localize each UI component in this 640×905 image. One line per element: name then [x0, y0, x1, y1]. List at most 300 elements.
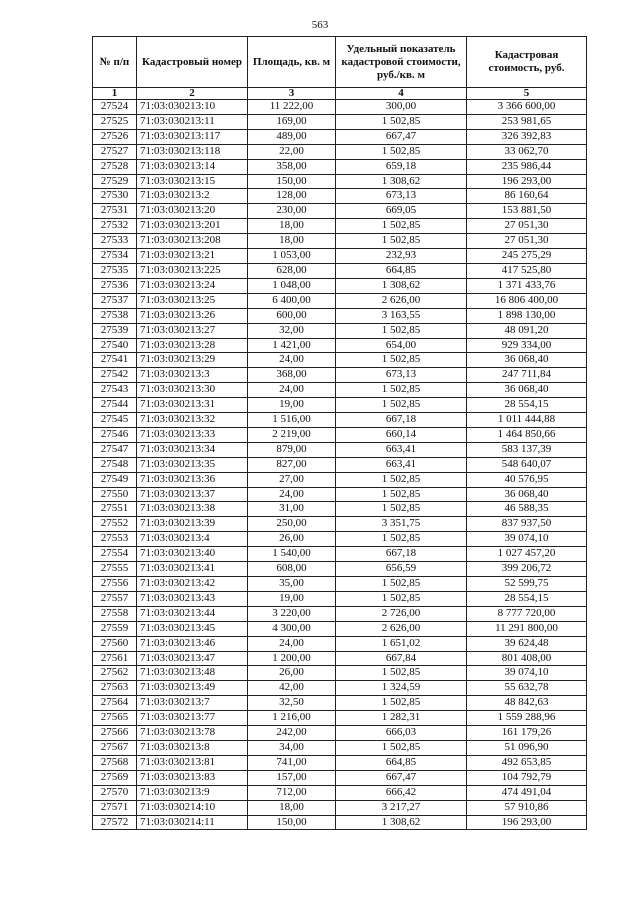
specific-value-cell: 654,00 [336, 338, 467, 353]
table-row [93, 517, 587, 532]
table-row [93, 547, 587, 562]
cadastral-value-cell: 48 091,20 [467, 323, 587, 338]
specific-value-cell: 3 163,55 [336, 308, 467, 323]
cadastral-value-cell: 48 842,63 [467, 696, 587, 711]
table-row [93, 487, 587, 502]
cadastral-value-cell: 1 464 850,66 [467, 427, 587, 442]
cadastral-value-cell: 36 068,40 [467, 353, 587, 368]
specific-value-cell: 1 651,02 [336, 636, 467, 651]
row-number-cell: 27539 [93, 323, 137, 338]
table-row [93, 413, 587, 428]
row-number-cell: 27525 [93, 114, 137, 129]
table-row [93, 532, 587, 547]
specific-value-cell: 664,85 [336, 263, 467, 278]
specific-value-cell: 1 308,62 [336, 815, 467, 830]
area-cell: 3 220,00 [248, 606, 336, 621]
cadastral-value-cell: 39 074,10 [467, 532, 587, 547]
area-cell: 242,00 [248, 726, 336, 741]
table-row [93, 368, 587, 383]
row-number-cell: 27528 [93, 159, 137, 174]
cadastral-value-cell: 36 068,40 [467, 383, 587, 398]
row-number-cell: 27530 [93, 189, 137, 204]
specific-value-cell: 673,13 [336, 189, 467, 204]
table-row [93, 696, 587, 711]
table-row [93, 636, 587, 651]
cadastral-value-cell: 801 408,00 [467, 651, 587, 666]
specific-value-cell: 667,84 [336, 651, 467, 666]
table-row [93, 562, 587, 577]
cadastral-number-cell: 71:03:030213:29 [137, 353, 248, 368]
cadastral-value-cell: 27 051,30 [467, 234, 587, 249]
cadastral-value-cell: 548 640,07 [467, 457, 587, 472]
area-cell: 4 300,00 [248, 621, 336, 636]
cadastral-value-cell: 3 366 600,00 [467, 100, 587, 115]
cadastral-value-cell: 474 491,04 [467, 785, 587, 800]
table-row [93, 651, 587, 666]
area-cell: 157,00 [248, 770, 336, 785]
cadastral-value-cell: 1 371 433,76 [467, 278, 587, 293]
table-row [93, 353, 587, 368]
specific-value-cell: 667,47 [336, 770, 467, 785]
cadastral-number-cell: 71:03:030213:20 [137, 204, 248, 219]
area-cell: 827,00 [248, 457, 336, 472]
area-cell: 1 516,00 [248, 413, 336, 428]
header-row-number: № п/п [93, 37, 137, 88]
area-cell: 1 048,00 [248, 278, 336, 293]
cadastral-value-cell: 837 937,50 [467, 517, 587, 532]
specific-value-cell: 2 726,00 [336, 606, 467, 621]
cadastral-value-cell: 86 160,64 [467, 189, 587, 204]
cadastral-value-cell: 326 392,83 [467, 129, 587, 144]
area-cell: 42,00 [248, 681, 336, 696]
area-cell: 712,00 [248, 785, 336, 800]
cadastral-number-cell: 71:03:030213:37 [137, 487, 248, 502]
table-row [93, 681, 587, 696]
cadastral-number-cell: 71:03:030213:45 [137, 621, 248, 636]
table-row [93, 323, 587, 338]
area-cell: 24,00 [248, 383, 336, 398]
cadastral-value-cell: 52 599,75 [467, 577, 587, 592]
table-row [93, 219, 587, 234]
table-row [93, 129, 587, 144]
specific-value-cell: 660,14 [336, 427, 467, 442]
row-number-cell: 27555 [93, 562, 137, 577]
specific-value-cell: 1 502,85 [336, 740, 467, 755]
specific-value-cell: 1 502,85 [336, 353, 467, 368]
cadastral-value-cell: 28 554,15 [467, 398, 587, 413]
cadastral-value-cell: 11 291 800,00 [467, 621, 587, 636]
table-row [93, 159, 587, 174]
specific-value-cell: 667,47 [336, 129, 467, 144]
row-number-cell: 27545 [93, 413, 137, 428]
specific-value-cell: 1 502,85 [336, 472, 467, 487]
table-row [93, 577, 587, 592]
area-cell: 32,00 [248, 323, 336, 338]
cadastral-number-cell: 71:03:030213:24 [137, 278, 248, 293]
row-number-cell: 27536 [93, 278, 137, 293]
row-number-cell: 27548 [93, 457, 137, 472]
cadastral-number-cell: 71:03:030213:46 [137, 636, 248, 651]
table-row [93, 144, 587, 159]
cadastral-value-cell: 247 711,84 [467, 368, 587, 383]
cadastral-value-cell: 583 137,39 [467, 442, 587, 457]
cadastral-number-cell: 71:03:030213:7 [137, 696, 248, 711]
table-row [93, 800, 587, 815]
cadastral-value-cell: 40 576,95 [467, 472, 587, 487]
specific-value-cell: 1 502,85 [336, 398, 467, 413]
specific-value-cell: 1 502,85 [336, 591, 467, 606]
table-row [93, 338, 587, 353]
cadastral-value-cell: 929 334,00 [467, 338, 587, 353]
cadastral-value-cell: 153 881,50 [467, 204, 587, 219]
cadastral-value-cell: 36 068,40 [467, 487, 587, 502]
cadastral-value-cell: 33 062,70 [467, 144, 587, 159]
cadastral-number-cell: 71:03:030213:49 [137, 681, 248, 696]
specific-value-cell: 1 502,85 [336, 114, 467, 129]
area-cell: 24,00 [248, 636, 336, 651]
row-number-cell: 27531 [93, 204, 137, 219]
area-cell: 150,00 [248, 174, 336, 189]
cadastral-number-cell: 71:03:030213:47 [137, 651, 248, 666]
row-number-cell: 27538 [93, 308, 137, 323]
cadastral-number-cell: 71:03:030213:40 [137, 547, 248, 562]
row-number-cell: 27540 [93, 338, 137, 353]
cadastral-number-cell: 71:03:030213:78 [137, 726, 248, 741]
specific-value-cell: 1 502,85 [336, 219, 467, 234]
table-row [93, 383, 587, 398]
area-cell: 31,00 [248, 502, 336, 517]
area-cell: 1 540,00 [248, 547, 336, 562]
row-number-cell: 27553 [93, 532, 137, 547]
cadastral-value-cell: 196 293,00 [467, 174, 587, 189]
row-number-cell: 27565 [93, 711, 137, 726]
table-row [93, 606, 587, 621]
row-number-cell: 27561 [93, 651, 137, 666]
column-number: 2 [137, 88, 248, 100]
table-row [93, 621, 587, 636]
cadastral-number-cell: 71:03:030213:33 [137, 427, 248, 442]
area-cell: 368,00 [248, 368, 336, 383]
cadastral-number-cell: 71:03:030213:42 [137, 577, 248, 592]
cadastral-number-cell: 71:03:030213:44 [137, 606, 248, 621]
table-row [93, 278, 587, 293]
specific-value-cell: 1 502,85 [336, 487, 467, 502]
cadastral-number-cell: 71:03:030213:27 [137, 323, 248, 338]
column-number: 5 [467, 88, 587, 100]
cadastral-number-cell: 71:03:030213:83 [137, 770, 248, 785]
cadastral-number-cell: 71:03:030213:2 [137, 189, 248, 204]
specific-value-cell: 232,93 [336, 249, 467, 264]
header-area: Площадь, кв. м [248, 37, 336, 88]
cadastral-value-cell: 245 275,29 [467, 249, 587, 264]
area-cell: 150,00 [248, 815, 336, 830]
row-number-cell: 27554 [93, 547, 137, 562]
area-cell: 489,00 [248, 129, 336, 144]
area-cell: 18,00 [248, 219, 336, 234]
area-cell: 26,00 [248, 532, 336, 547]
area-cell: 608,00 [248, 562, 336, 577]
area-cell: 35,00 [248, 577, 336, 592]
cadastral-value-cell: 104 792,79 [467, 770, 587, 785]
area-cell: 1 200,00 [248, 651, 336, 666]
area-cell: 18,00 [248, 800, 336, 815]
area-cell: 26,00 [248, 666, 336, 681]
table-row [93, 308, 587, 323]
area-cell: 24,00 [248, 487, 336, 502]
specific-value-cell: 3 217,27 [336, 800, 467, 815]
area-cell: 24,00 [248, 353, 336, 368]
cadastral-value-cell: 1 011 444,88 [467, 413, 587, 428]
row-number-cell: 27558 [93, 606, 137, 621]
table-row [93, 472, 587, 487]
cadastral-value-table [92, 36, 587, 830]
row-number-cell: 27541 [93, 353, 137, 368]
specific-value-cell: 1 502,85 [336, 696, 467, 711]
row-number-cell: 27564 [93, 696, 137, 711]
cadastral-number-cell: 71:03:030213:225 [137, 263, 248, 278]
specific-value-cell: 1 324,59 [336, 681, 467, 696]
table-row [93, 189, 587, 204]
row-number-cell: 27532 [93, 219, 137, 234]
cadastral-number-cell: 71:03:030213:48 [137, 666, 248, 681]
specific-value-cell: 2 626,00 [336, 621, 467, 636]
column-number-row [93, 88, 587, 100]
cadastral-number-cell: 71:03:030213:35 [137, 457, 248, 472]
table-row [93, 457, 587, 472]
specific-value-cell: 300,00 [336, 100, 467, 115]
row-number-cell: 27563 [93, 681, 137, 696]
header-cadastral-value: Кадастровая стоимость, руб. [467, 37, 587, 88]
area-cell: 27,00 [248, 472, 336, 487]
cadastral-number-cell: 71:03:030213:32 [137, 413, 248, 428]
header-specific-value: Удельный показатель кадастровой стоимости, руб./кв. м [336, 37, 467, 88]
specific-value-cell: 1 502,85 [336, 323, 467, 338]
specific-value-cell: 1 502,85 [336, 144, 467, 159]
specific-value-cell: 3 351,75 [336, 517, 467, 532]
area-cell: 358,00 [248, 159, 336, 174]
table-row [93, 174, 587, 189]
specific-value-cell: 1 502,85 [336, 502, 467, 517]
cadastral-value-cell: 399 206,72 [467, 562, 587, 577]
table-row [93, 100, 587, 115]
specific-value-cell: 656,59 [336, 562, 467, 577]
table-row [93, 740, 587, 755]
cadastral-number-cell: 71:03:030213:25 [137, 293, 248, 308]
row-number-cell: 27570 [93, 785, 137, 800]
cadastral-value-cell: 492 653,85 [467, 755, 587, 770]
area-cell: 18,00 [248, 234, 336, 249]
cadastral-value-cell: 235 986,44 [467, 159, 587, 174]
row-number-cell: 27560 [93, 636, 137, 651]
cadastral-number-cell: 71:03:030213:77 [137, 711, 248, 726]
cadastral-value-cell: 1 559 288,96 [467, 711, 587, 726]
cadastral-value-cell: 1 027 457,20 [467, 547, 587, 562]
row-number-cell: 27556 [93, 577, 137, 592]
cadastral-number-cell: 71:03:030213:43 [137, 591, 248, 606]
cadastral-number-cell: 71:03:030213:15 [137, 174, 248, 189]
table-row [93, 726, 587, 741]
specific-value-cell: 666,03 [336, 726, 467, 741]
row-number-cell: 27542 [93, 368, 137, 383]
specific-value-cell: 667,18 [336, 413, 467, 428]
specific-value-cell: 666,42 [336, 785, 467, 800]
row-number-cell: 27571 [93, 800, 137, 815]
cadastral-number-cell: 71:03:030213:28 [137, 338, 248, 353]
specific-value-cell: 663,41 [336, 457, 467, 472]
row-number-cell: 27567 [93, 740, 137, 755]
column-number: 3 [248, 88, 336, 100]
area-cell: 879,00 [248, 442, 336, 457]
cadastral-number-cell: 71:03:030213:81 [137, 755, 248, 770]
cadastral-number-cell: 71:03:030213:31 [137, 398, 248, 413]
cadastral-number-cell: 71:03:030213:36 [137, 472, 248, 487]
specific-value-cell: 2 626,00 [336, 293, 467, 308]
cadastral-number-cell: 71:03:030213:14 [137, 159, 248, 174]
table-row [93, 114, 587, 129]
row-number-cell: 27535 [93, 263, 137, 278]
table-row [93, 234, 587, 249]
area-cell: 1 216,00 [248, 711, 336, 726]
cadastral-value-cell: 16 806 400,00 [467, 293, 587, 308]
table-row [93, 249, 587, 264]
row-number-cell: 27549 [93, 472, 137, 487]
page-number: 563 [311, 19, 329, 31]
row-number-cell: 27543 [93, 383, 137, 398]
cadastral-value-cell: 57 910,86 [467, 800, 587, 815]
specific-value-cell: 667,18 [336, 547, 467, 562]
table-row [93, 263, 587, 278]
cadastral-number-cell: 71:03:030213:208 [137, 234, 248, 249]
cadastral-number-cell: 71:03:030213:9 [137, 785, 248, 800]
area-cell: 1 421,00 [248, 338, 336, 353]
cadastral-value-cell: 161 179,26 [467, 726, 587, 741]
specific-value-cell: 1 308,62 [336, 278, 467, 293]
cadastral-number-cell: 71:03:030213:39 [137, 517, 248, 532]
area-cell: 230,00 [248, 204, 336, 219]
cadastral-number-cell: 71:03:030214:11 [137, 815, 248, 830]
area-cell: 6 400,00 [248, 293, 336, 308]
row-number-cell: 27562 [93, 666, 137, 681]
specific-value-cell: 669,05 [336, 204, 467, 219]
cadastral-number-cell: 71:03:030213:3 [137, 368, 248, 383]
table-row [93, 755, 587, 770]
specific-value-cell: 1 282,31 [336, 711, 467, 726]
row-number-cell: 27572 [93, 815, 137, 830]
cadastral-number-cell: 71:03:030213:201 [137, 219, 248, 234]
specific-value-cell: 664,85 [336, 755, 467, 770]
cadastral-number-cell: 71:03:030213:38 [137, 502, 248, 517]
column-number: 1 [93, 88, 137, 100]
table-row [93, 204, 587, 219]
cadastral-value-cell: 51 096,90 [467, 740, 587, 755]
table-row [93, 427, 587, 442]
table-row [93, 293, 587, 308]
table-row [93, 442, 587, 457]
cadastral-number-cell: 71:03:030214:10 [137, 800, 248, 815]
cadastral-value-cell: 46 588,35 [467, 502, 587, 517]
row-number-cell: 27529 [93, 174, 137, 189]
row-number-cell: 27568 [93, 755, 137, 770]
area-cell: 2 219,00 [248, 427, 336, 442]
cadastral-number-cell: 71:03:030213:4 [137, 532, 248, 547]
cadastral-value-cell: 39 074,10 [467, 666, 587, 681]
row-number-cell: 27524 [93, 100, 137, 115]
row-number-cell: 27559 [93, 621, 137, 636]
table-body [93, 100, 587, 830]
specific-value-cell: 673,13 [336, 368, 467, 383]
area-cell: 250,00 [248, 517, 336, 532]
area-cell: 22,00 [248, 144, 336, 159]
table-header-row [93, 37, 587, 88]
area-cell: 128,00 [248, 189, 336, 204]
row-number-cell: 27526 [93, 129, 137, 144]
area-cell: 19,00 [248, 398, 336, 413]
row-number-cell: 27534 [93, 249, 137, 264]
column-number: 4 [336, 88, 467, 100]
area-cell: 11 222,00 [248, 100, 336, 115]
cadastral-number-cell: 71:03:030213:21 [137, 249, 248, 264]
specific-value-cell: 663,41 [336, 442, 467, 457]
cadastral-value-cell: 55 632,78 [467, 681, 587, 696]
cadastral-value-cell: 196 293,00 [467, 815, 587, 830]
cadastral-number-cell: 71:03:030213:10 [137, 100, 248, 115]
specific-value-cell: 1 502,85 [336, 383, 467, 398]
area-cell: 34,00 [248, 740, 336, 755]
cadastral-value-cell: 1 898 130,00 [467, 308, 587, 323]
area-cell: 32,50 [248, 696, 336, 711]
area-cell: 628,00 [248, 263, 336, 278]
table-row [93, 398, 587, 413]
row-number-cell: 27566 [93, 726, 137, 741]
row-number-cell: 27527 [93, 144, 137, 159]
cadastral-value-cell: 253 981,65 [467, 114, 587, 129]
row-number-cell: 27557 [93, 591, 137, 606]
table-row [93, 770, 587, 785]
area-cell: 600,00 [248, 308, 336, 323]
row-number-cell: 27547 [93, 442, 137, 457]
row-number-cell: 27551 [93, 502, 137, 517]
cadastral-number-cell: 71:03:030213:118 [137, 144, 248, 159]
header-cadastral-number: Кадастровый номер [137, 37, 248, 88]
area-cell: 19,00 [248, 591, 336, 606]
table-row [93, 591, 587, 606]
cadastral-value-cell: 417 525,80 [467, 263, 587, 278]
specific-value-cell: 1 502,85 [336, 666, 467, 681]
row-number-cell: 27537 [93, 293, 137, 308]
table-row [93, 711, 587, 726]
specific-value-cell: 1 308,62 [336, 174, 467, 189]
specific-value-cell: 1 502,85 [336, 577, 467, 592]
area-cell: 1 053,00 [248, 249, 336, 264]
table-row [93, 666, 587, 681]
row-number-cell: 27552 [93, 517, 137, 532]
cadastral-value-cell: 28 554,15 [467, 591, 587, 606]
area-cell: 741,00 [248, 755, 336, 770]
cadastral-number-cell: 71:03:030213:8 [137, 740, 248, 755]
row-number-cell: 27550 [93, 487, 137, 502]
cadastral-number-cell: 71:03:030213:11 [137, 114, 248, 129]
specific-value-cell: 1 502,85 [336, 532, 467, 547]
specific-value-cell: 1 502,85 [336, 234, 467, 249]
area-cell: 169,00 [248, 114, 336, 129]
row-number-cell: 27533 [93, 234, 137, 249]
cadastral-number-cell: 71:03:030213:34 [137, 442, 248, 457]
row-number-cell: 27546 [93, 427, 137, 442]
cadastral-value-cell: 39 624,48 [467, 636, 587, 651]
table-row [93, 785, 587, 800]
row-number-cell: 27544 [93, 398, 137, 413]
cadastral-number-cell: 71:03:030213:26 [137, 308, 248, 323]
